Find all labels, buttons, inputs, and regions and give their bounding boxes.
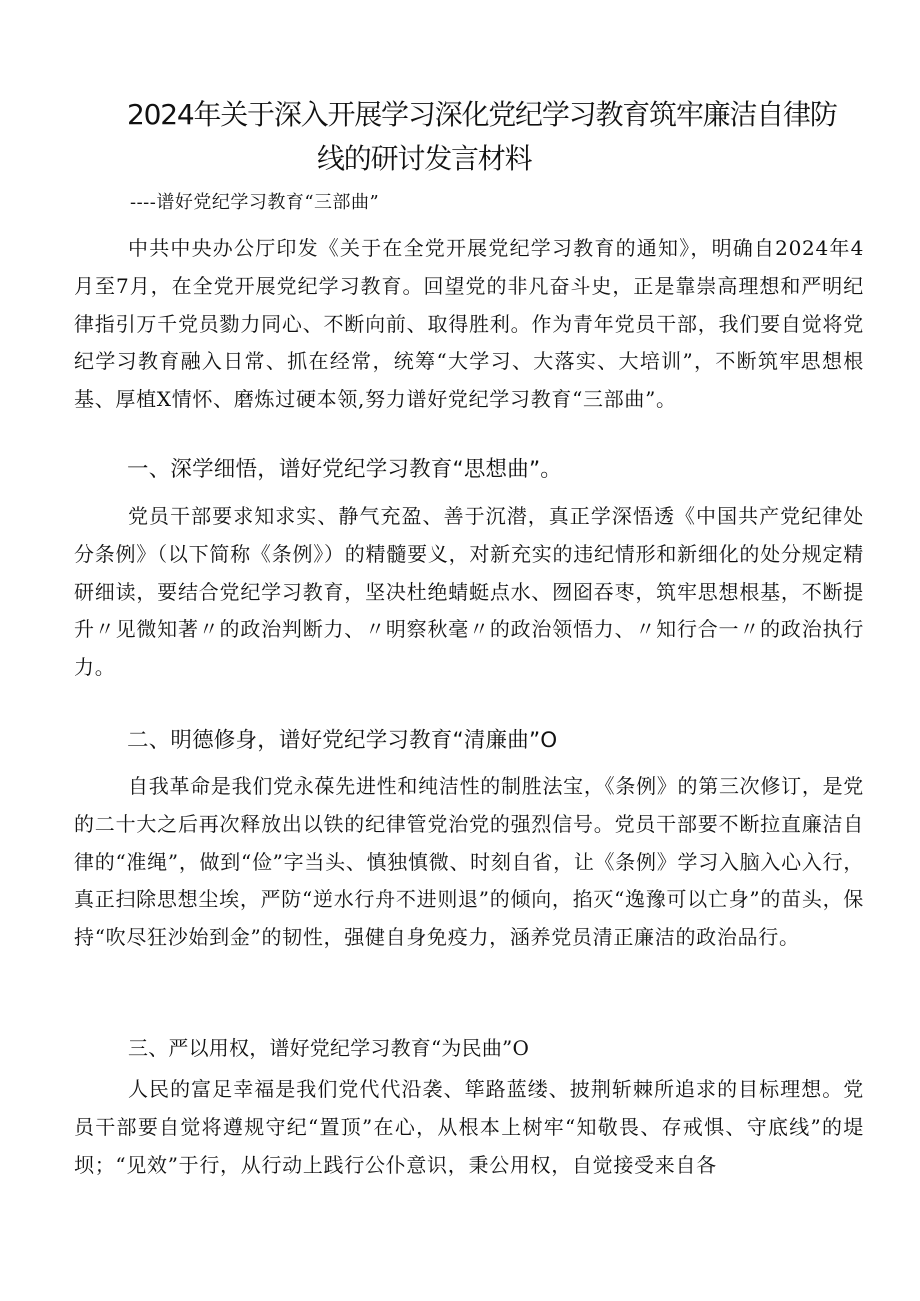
section-heading-3: 三、严以用权，谱好党纪学习教育“为民曲”O <box>128 1036 530 1060</box>
document-title-line2: 线的研讨发言材料 <box>317 142 532 175</box>
section-3-paragraph: 人民的富足幸福是我们党代代沿袭、筚路蓝缕、披荆斩棘所追求的目标理想。党员干部要自觉将遵规守纪“置顶”在心，从根本上树牢“知敬畏、存戒惧、守底线”的堤坝；“见效”于行，从行动上践行公仆意识，秉公用权，自觉接受来自各 <box>74 1077 864 1177</box>
section-heading-2: 二、明德修身，谱好党纪学习教育“清廉曲”O <box>127 728 558 753</box>
document-title-line1: 2024年关于深入开展学习深化党纪学习教育筑牢廉洁自律防 <box>127 98 837 131</box>
section-1-paragraph: 党员干部要求知求实、静气充盈、善于沉潜，真正学深悟透《中国共产党纪律处分条例》（以下简称《条例》）的精髓要义，对新充实的违纪情形和新细化的处分规定精研细读，要结合党纪学习教育，坚决杜绝蜻蜓点水、囫囵吞枣，筑牢思想根基，不断提升〃见微知著〃的政治判断力、〃明察秋毫〃的政治领悟力、〃知行合一〃的政治执行力。 <box>74 504 864 680</box>
section-2-paragraph: 自我革命是我们党永葆先进性和纯洁性的制胜法宝，《条例》的第三次修订，是党的二十大之后再次释放出以铁的纪律管党治党的强烈信号。党员干部要不断拉直廉洁自律的“准绳”，做到“俭”字当头、慎独慎微、时刻自省，让《条例》学习入脑入心入行，真正扫除思想尘埃，严防“逆水行舟不进则退”的倾向，掐灭“逸豫可以亡身”的苗头，保持“吹尽狂沙始到金”的韧性，强健自身免疫力，涵养党员清正廉洁的政治品行。 <box>74 774 864 950</box>
document-subtitle: ----谱好党纪学习教育“三部曲” <box>130 192 380 213</box>
section-heading-1: 一、深学细悟，谱好党纪学习教育“思想曲”。 <box>127 457 562 482</box>
intro-paragraph: 中共中央办公厅印发《关于在全党开展党纪学习教育的通知》，明确自2024年4月至7月，在全党开展党纪学习教育。回望党的非凡奋斗史，正是靠崇高理想和严明纪律指引万千党员勠力同心、不断向前、取得胜利。作为青年党员干部，我们要自觉将党纪学习教育融入日常、抓在经常，统筹“大学习、大落实、大培训”，不断筑牢思想根基、厚植X情怀、磨炼过硬本领,努力谱好党纪学习教育“三部曲”。 <box>74 236 864 412</box>
